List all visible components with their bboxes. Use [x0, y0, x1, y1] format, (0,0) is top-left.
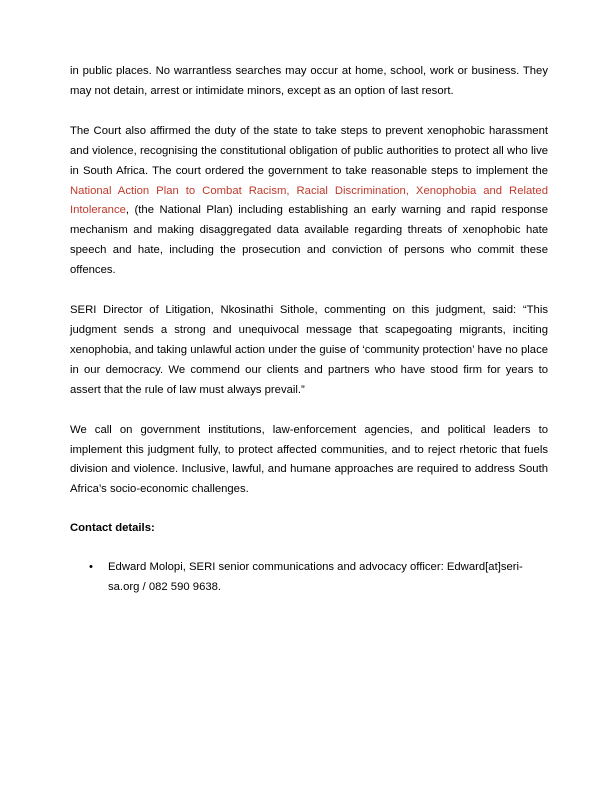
national-action-plan-link[interactable]: National Action Plan to Combat Racism, Racial Discrimination, Xenophobia and Related Intolerance [70, 184, 548, 217]
contact-list [70, 558, 548, 598]
paragraph-search-restrictions: in public places. No warrantless searches may occur at home, school, work or business. They may not detain, arrest or intimidate minors, except as an option of last resort. [70, 65, 548, 97]
contact-details-heading: Contact details: [70, 522, 155, 535]
contact-item-text: Edward Molopi, SERI senior communications and advocacy officer: Edward[at]seri-sa.org / 082 590 9638. [108, 561, 523, 594]
document-page [70, 62, 548, 598]
paragraph-state-duty [70, 122, 548, 281]
paragraph-director-quote: SERI Director of Litigation, Nkosinathi Sithole, commenting on this judgment, said: “This judgment sends a strong and unequivocal message that scapegoating migrants, inciting xenophobia, and taking unlawful action under the guise of ‘community protection’ have no place in our democracy. We commend our clients and partners who have stood firm for years to assert that the rule of law must always prevail.” [70, 304, 548, 396]
paragraph-state-duty-text-start: The Court also affirmed the duty of the state to take steps to prevent xenophobic harassment and violence, recognising the constitutional obligation of public authorities to protect all who live in South Africa. The court ordered the government to take reasonable steps to implement the [70, 124, 548, 177]
paragraph-call-to-action: We call on government institutions, law-enforcement agencies, and political leaders to implement this judgment fully, to protect affected communities, and to reject rhetoric that fuels division and violence. Inclusive, lawful, and humane approaches are required to address South Africa’s socio-economic challenges. [70, 423, 548, 496]
contact-list-item [70, 558, 548, 598]
paragraph-state-duty-text-end: , (the National Plan) including establishing an early warning and rapid response mechanism and making disaggregated data available regarding threats of xenophobic hate speech and hate, including the prosecution and conviction of persons who commit these offences. [70, 204, 548, 277]
bullet-icon: • [89, 561, 93, 574]
